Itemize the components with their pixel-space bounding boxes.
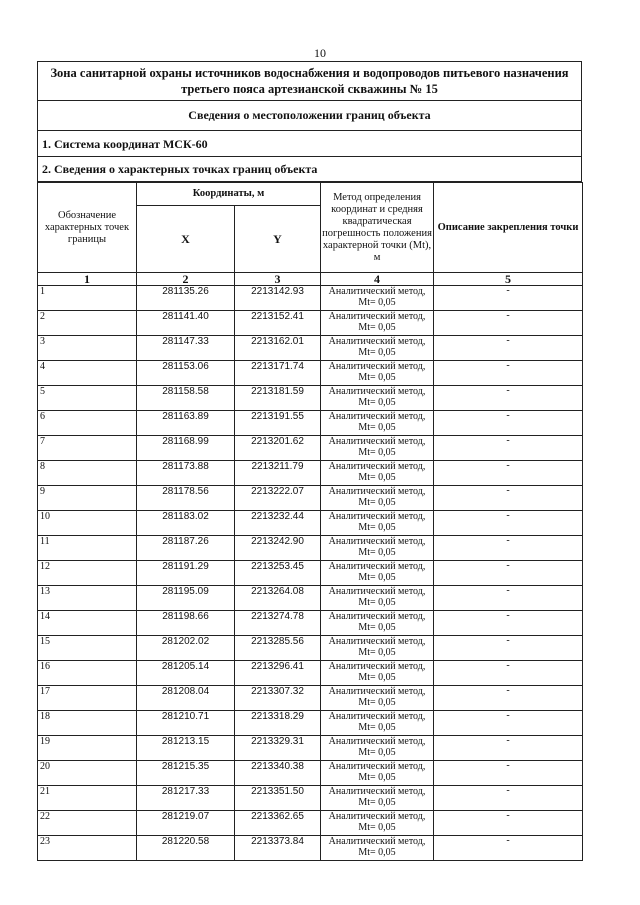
method-cell xyxy=(321,486,434,511)
point-number: 20 xyxy=(38,761,137,786)
method-cell xyxy=(321,436,434,461)
header-x: X xyxy=(137,206,235,273)
method-text: Аналитический метод, xyxy=(328,661,426,672)
table-row xyxy=(38,636,583,661)
accuracy-text: Mt= 0,05 xyxy=(358,847,396,858)
accuracy-text: Mt= 0,05 xyxy=(358,422,396,433)
fixing-cell: - xyxy=(434,436,583,461)
accuracy-text: Mt= 0,05 xyxy=(358,572,396,583)
coord-x: 281147.33 xyxy=(137,336,235,361)
method-cell xyxy=(321,611,434,636)
coord-x: 281191.29 xyxy=(137,561,235,586)
fixing-cell: - xyxy=(434,561,583,586)
method-cell xyxy=(321,561,434,586)
method-text: Аналитический метод, xyxy=(328,761,426,772)
accuracy-text: Mt= 0,05 xyxy=(358,372,396,383)
accuracy-text: Mt= 0,05 xyxy=(358,322,396,333)
coord-y: 2213232.44 xyxy=(235,511,321,536)
coord-x: 281213.15 xyxy=(137,736,235,761)
fixing-cell: - xyxy=(434,411,583,436)
accuracy-text: Mt= 0,05 xyxy=(358,647,396,658)
coord-x: 281215.35 xyxy=(137,761,235,786)
coord-x: 281220.58 xyxy=(137,836,235,861)
table-row xyxy=(38,586,583,611)
coord-y: 2213162.01 xyxy=(235,336,321,361)
header-point-designation: Обозначение характерных точек границы xyxy=(38,183,137,273)
method-text: Аналитический метод, xyxy=(328,411,426,422)
method-text: Аналитический метод, xyxy=(328,311,426,322)
point-number: 15 xyxy=(38,636,137,661)
coord-y: 2213211.79 xyxy=(235,461,321,486)
header-fixing: Описание закрепления точки xyxy=(434,183,583,273)
method-text: Аналитический метод, xyxy=(328,686,426,697)
point-number: 11 xyxy=(38,536,137,561)
document-title: Зона санитарной охраны источников водоснабжения и водопроводов питьевого назначения третьего пояса артезианской скважины № 15 xyxy=(37,61,582,101)
coord-y: 2213152.41 xyxy=(235,311,321,336)
method-text: Аналитический метод, xyxy=(328,811,426,822)
table-row xyxy=(38,511,583,536)
point-number: 17 xyxy=(38,686,137,711)
table-row xyxy=(38,536,583,561)
fixing-cell: - xyxy=(434,336,583,361)
coord-x: 281210.71 xyxy=(137,711,235,736)
accuracy-text: Mt= 0,05 xyxy=(358,772,396,783)
coord-y: 2213362.65 xyxy=(235,811,321,836)
coord-y: 2213373.84 xyxy=(235,836,321,861)
method-cell xyxy=(321,311,434,336)
table-row xyxy=(38,661,583,686)
coord-x: 281217.33 xyxy=(137,786,235,811)
method-text: Аналитический метод, xyxy=(328,461,426,472)
fixing-cell: - xyxy=(434,636,583,661)
col-number: 1 xyxy=(38,273,137,286)
fixing-cell: - xyxy=(434,786,583,811)
table-row xyxy=(38,436,583,461)
method-text: Аналитический метод, xyxy=(328,361,426,372)
column-numbers-row xyxy=(38,273,583,286)
coord-y: 2213222.07 xyxy=(235,486,321,511)
method-text: Аналитический метод, xyxy=(328,536,426,547)
header-method xyxy=(321,183,434,273)
accuracy-text: Mt= 0,05 xyxy=(358,597,396,608)
fixing-cell: - xyxy=(434,711,583,736)
accuracy-text: Mt= 0,05 xyxy=(358,522,396,533)
coord-x: 281205.14 xyxy=(137,661,235,686)
col-number: 5 xyxy=(434,273,583,286)
point-number: 21 xyxy=(38,786,137,811)
table-row xyxy=(38,361,583,386)
col-number: 3 xyxy=(235,273,321,286)
method-cell xyxy=(321,461,434,486)
point-number: 12 xyxy=(38,561,137,586)
col-number: 4 xyxy=(321,273,434,286)
accuracy-text: Mt= 0,05 xyxy=(358,722,396,733)
point-number: 16 xyxy=(38,661,137,686)
table-row xyxy=(38,711,583,736)
coord-y: 2213253.45 xyxy=(235,561,321,586)
accuracy-text: Mt= 0,05 xyxy=(358,547,396,558)
coord-y: 2213191.55 xyxy=(235,411,321,436)
coord-x: 281195.09 xyxy=(137,586,235,611)
table-row xyxy=(38,811,583,836)
point-number: 18 xyxy=(38,711,137,736)
coord-y: 2213242.90 xyxy=(235,536,321,561)
table-row xyxy=(38,336,583,361)
method-cell xyxy=(321,636,434,661)
method-text: Аналитический метод, xyxy=(328,611,426,622)
method-cell xyxy=(321,536,434,561)
point-number: 10 xyxy=(38,511,137,536)
header-y: Y xyxy=(235,206,321,273)
fixing-cell: - xyxy=(434,811,583,836)
method-cell xyxy=(321,736,434,761)
method-text: Аналитический метод, xyxy=(328,836,426,847)
method-cell xyxy=(321,686,434,711)
coord-x: 281153.06 xyxy=(137,361,235,386)
fixing-cell: - xyxy=(434,361,583,386)
point-number: 13 xyxy=(38,586,137,611)
fixing-cell: - xyxy=(434,761,583,786)
method-cell xyxy=(321,286,434,311)
point-number: 8 xyxy=(38,461,137,486)
accuracy-text: Mt= 0,05 xyxy=(358,822,396,833)
accuracy-text: Mt= 0,05 xyxy=(358,297,396,308)
method-text: Аналитический метод, xyxy=(328,486,426,497)
point-number: 19 xyxy=(38,736,137,761)
fixing-cell: - xyxy=(434,511,583,536)
method-text: Аналитический метод, xyxy=(328,711,426,722)
accuracy-text: Mt= 0,05 xyxy=(358,497,396,508)
table-row xyxy=(38,411,583,436)
table-row xyxy=(38,686,583,711)
table-row xyxy=(38,486,583,511)
method-text: Аналитический метод, xyxy=(328,736,426,747)
table-row xyxy=(38,761,583,786)
method-cell xyxy=(321,786,434,811)
header-coordinates: Координаты, м xyxy=(137,183,321,206)
fixing-cell: - xyxy=(434,461,583,486)
point-number: 3 xyxy=(38,336,137,361)
fixing-cell: - xyxy=(434,661,583,686)
fixing-cell: - xyxy=(434,536,583,561)
coord-x: 281183.02 xyxy=(137,511,235,536)
accuracy-text: Mt= 0,05 xyxy=(358,747,396,758)
coord-y: 2213307.32 xyxy=(235,686,321,711)
method-cell xyxy=(321,586,434,611)
method-cell xyxy=(321,386,434,411)
point-number: 2 xyxy=(38,311,137,336)
coord-x: 281158.58 xyxy=(137,386,235,411)
method-text: Аналитический метод, xyxy=(328,511,426,522)
table-row xyxy=(38,311,583,336)
coord-x: 281173.88 xyxy=(137,461,235,486)
coord-x: 281163.89 xyxy=(137,411,235,436)
accuracy-text: Mt= 0,05 xyxy=(358,472,396,483)
method-cell xyxy=(321,711,434,736)
coord-x: 281219.07 xyxy=(137,811,235,836)
point-number: 9 xyxy=(38,486,137,511)
table-body xyxy=(38,286,583,861)
coord-y: 2213201.62 xyxy=(235,436,321,461)
coord-y: 2213274.78 xyxy=(235,611,321,636)
method-cell xyxy=(321,811,434,836)
col-number: 2 xyxy=(137,273,235,286)
fixing-cell: - xyxy=(434,686,583,711)
point-number: 22 xyxy=(38,811,137,836)
table-row xyxy=(38,786,583,811)
coord-y: 2213329.31 xyxy=(235,736,321,761)
section-title: Сведения о местоположении границ объекта xyxy=(37,101,582,131)
coordinate-system: 1. Система координат МСК-60 xyxy=(37,131,582,157)
accuracy-text: Mt= 0,05 xyxy=(358,672,396,683)
coord-y: 2213142.93 xyxy=(235,286,321,311)
table-row xyxy=(38,561,583,586)
point-number: 1 xyxy=(38,286,137,311)
fixing-cell: - xyxy=(434,586,583,611)
method-text: Аналитический метод, xyxy=(328,336,426,347)
method-cell xyxy=(321,761,434,786)
accuracy-text: Mt= 0,05 xyxy=(358,447,396,458)
coord-y: 2213296.41 xyxy=(235,661,321,686)
fixing-cell: - xyxy=(434,286,583,311)
coord-y: 2213318.29 xyxy=(235,711,321,736)
method-cell xyxy=(321,336,434,361)
fixing-cell: - xyxy=(434,386,583,411)
accuracy-text: Mt= 0,05 xyxy=(358,397,396,408)
method-cell xyxy=(321,411,434,436)
table-row xyxy=(38,286,583,311)
coord-y: 2213171.74 xyxy=(235,361,321,386)
table-row xyxy=(38,461,583,486)
coord-x: 281135.26 xyxy=(137,286,235,311)
coord-x: 281178.56 xyxy=(137,486,235,511)
point-number: 23 xyxy=(38,836,137,861)
coord-y: 2213264.08 xyxy=(235,586,321,611)
fixing-cell: - xyxy=(434,486,583,511)
boundary-points-table xyxy=(37,182,583,861)
table-row xyxy=(38,386,583,411)
method-cell xyxy=(321,661,434,686)
accuracy-text: Mt= 0,05 xyxy=(358,622,396,633)
method-text: Аналитический метод, xyxy=(328,436,426,447)
table-row xyxy=(38,736,583,761)
coord-y: 2213285.56 xyxy=(235,636,321,661)
coord-y: 2213340.38 xyxy=(235,761,321,786)
method-text: Аналитический метод, xyxy=(328,786,426,797)
accuracy-text: Mt= 0,05 xyxy=(358,697,396,708)
fixing-cell: - xyxy=(434,836,583,861)
coord-x: 281208.04 xyxy=(137,686,235,711)
point-number: 5 xyxy=(38,386,137,411)
method-cell xyxy=(321,361,434,386)
points-heading: 2. Сведения о характерных точках границ объекта xyxy=(37,157,582,182)
coord-x: 281202.02 xyxy=(137,636,235,661)
method-text: Аналитический метод, xyxy=(328,561,426,572)
coord-y: 2213181.59 xyxy=(235,386,321,411)
point-number: 7 xyxy=(38,436,137,461)
point-number: 4 xyxy=(38,361,137,386)
point-number: 6 xyxy=(38,411,137,436)
coord-x: 281187.26 xyxy=(137,536,235,561)
table-row xyxy=(38,836,583,861)
accuracy-text: Mt= 0,05 xyxy=(358,797,396,808)
method-cell xyxy=(321,511,434,536)
accuracy-text: Mt= 0,05 xyxy=(358,347,396,358)
coord-x: 281198.66 xyxy=(137,611,235,636)
header-method-text: Метод определения координат и средняя квадратическая погрешность положения характерной точки (Mt), м xyxy=(322,191,432,263)
coord-x: 281141.40 xyxy=(137,311,235,336)
page-number: 10 xyxy=(314,46,326,60)
fixing-cell: - xyxy=(434,736,583,761)
coord-y: 2213351.50 xyxy=(235,786,321,811)
method-text: Аналитический метод, xyxy=(328,286,426,297)
fixing-cell: - xyxy=(434,311,583,336)
method-text: Аналитический метод, xyxy=(328,636,426,647)
fixing-cell: - xyxy=(434,611,583,636)
method-text: Аналитический метод, xyxy=(328,586,426,597)
table-row xyxy=(38,611,583,636)
coord-x: 281168.99 xyxy=(137,436,235,461)
point-number: 14 xyxy=(38,611,137,636)
method-text: Аналитический метод, xyxy=(328,386,426,397)
method-cell xyxy=(321,836,434,861)
